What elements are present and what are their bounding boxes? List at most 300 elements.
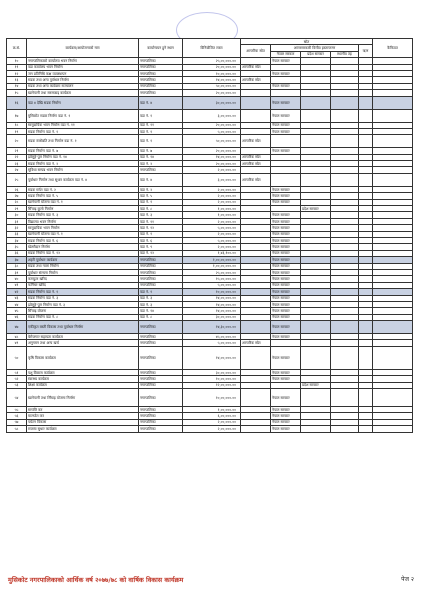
cell-location: वडा नं. २ xyxy=(139,186,183,192)
cell-program-name: सडक निर्माण वडा नं. ६ xyxy=(27,237,139,243)
cell-program-name: बेरोजगार सहायता कार्यक्रम xyxy=(27,334,139,340)
cell-location: वडा नं. १ xyxy=(139,231,183,237)
cell-federal: नेपाल सरकार xyxy=(271,212,301,218)
cell-program-name: सडक तथा अन्य पूर्वाधार निर्माण xyxy=(27,77,139,83)
cell-sn: १४ xyxy=(7,83,27,89)
cell-program-name: खानेपानी तथा सरसफाइ कार्यक्रम xyxy=(27,90,139,96)
cell-federal: नेपाल सरकार xyxy=(271,148,301,154)
cell-internal-source xyxy=(241,346,271,369)
cell-location: वडा नं. ६ xyxy=(139,237,183,243)
table-row xyxy=(7,346,413,369)
cell-federal: नेपाल सरकार xyxy=(271,263,301,269)
cell-budget: २,००,०००.०० xyxy=(183,193,241,199)
cell-internal-source xyxy=(241,321,271,334)
cell-remarks xyxy=(373,135,413,148)
cell-location: वडा नं. ४ xyxy=(139,96,183,109)
cell-internal-source xyxy=(241,96,271,109)
cell-sn: ३३ xyxy=(7,231,27,237)
cell-sn: ५७ xyxy=(7,419,27,425)
cell-location: नगरपालिका xyxy=(139,382,183,388)
col-internal-header: आन्तरिक स्रोत xyxy=(241,45,271,58)
cell-budget: १४,००,०००.०० xyxy=(183,77,241,83)
cell-federal: नेपाल सरकार xyxy=(271,250,301,256)
cell-program-name: सिँचाइ योजना xyxy=(27,308,139,314)
col-local-header: स्थानीय तह xyxy=(331,51,359,57)
cell-budget: २५,००,०००.०० xyxy=(183,58,241,64)
cell-federal: नेपाल सरकार xyxy=(271,308,301,314)
cell-province xyxy=(301,426,331,432)
cell-budget: २,००,०००.०० xyxy=(183,218,241,224)
cell-program-name: एकीकृत बस्ती विकास तथा पूर्वाधार निर्माण xyxy=(27,321,139,334)
cell-program-name: वडा कार्यालय भवन निर्माण xyxy=(27,64,139,70)
cell-sn: ४३ xyxy=(7,295,27,301)
cell-budget: २०,००,०००.०० xyxy=(183,122,241,128)
cell-province xyxy=(301,173,331,186)
fiscal-group-header: अन्तरसरकारी वित्तीय हस्तान्तरण xyxy=(271,45,359,51)
cell-location: वडा नं. १ xyxy=(139,199,183,205)
cell-internal-source: आन्तरिक स्रोत xyxy=(241,154,271,160)
cell-sn: २५ xyxy=(7,173,27,186)
cell-sn: ५४ xyxy=(7,389,27,407)
cell-internal-source: आन्तरिक स्रोत xyxy=(241,77,271,83)
cell-location: नगरपालिका xyxy=(139,58,183,64)
cell-internal-source: आन्तरिक स्रोत xyxy=(241,173,271,186)
cell-budget: १४,००,०००.०० xyxy=(183,308,241,314)
cell-local xyxy=(331,346,359,369)
cell-federal: नेपाल सरकार xyxy=(271,218,301,224)
cell-budget: २,००,०००.०० xyxy=(183,231,241,237)
cell-budget: १,००,०००.०० xyxy=(183,212,241,218)
cell-sn: ५१ xyxy=(7,369,27,375)
cell-location: नगरपालिका xyxy=(139,276,183,282)
cell-location: नगरपालिका xyxy=(139,369,183,375)
cell-loan xyxy=(359,135,373,148)
cell-sn: १२ xyxy=(7,70,27,76)
cell-program-name: सम्पत्ति कर xyxy=(27,407,139,413)
cell-local xyxy=(331,109,359,122)
cell-sn: २१ xyxy=(7,148,27,154)
cell-sn: २२ xyxy=(7,154,27,160)
cell-budget: २५,००,०००.०० xyxy=(183,269,241,275)
cell-budget: ५०,००,०००.०० xyxy=(183,135,241,148)
cell-internal-source xyxy=(241,389,271,407)
cell-program-name: पर्यटन विकास xyxy=(27,419,139,425)
cell-location: वडा नं. ९ xyxy=(139,244,183,250)
cell-location: वडा नं. ८ xyxy=(139,314,183,320)
cell-budget: ५०,००,०००.०० xyxy=(183,83,241,89)
cell-location: वडा नं. १२ xyxy=(139,225,183,231)
cell-program-name: खानेपानी योजना वडा नं. १ xyxy=(27,231,139,237)
cell-program-name: राजस्व सुधार कार्यक्रम xyxy=(27,426,139,432)
cell-sn: २६ xyxy=(7,186,27,192)
cell-program-name: जन प्रतिनिधि कक्ष व्यवस्थापन xyxy=(27,70,139,76)
cell-federal: नेपाल सरकार xyxy=(271,389,301,407)
cell-program-name: सडक निर्माण वडा नं. ३ xyxy=(27,295,139,301)
cell-remarks xyxy=(373,96,413,109)
cell-internal-source: आन्तरिक स्रोत xyxy=(241,135,271,148)
cell-budget: ३०,००,०००.०० xyxy=(183,369,241,375)
cell-loan xyxy=(359,173,373,186)
cell-sn: ४९ xyxy=(7,340,27,346)
cell-location: नगरपालिका xyxy=(139,167,183,173)
cell-budget: ६,००,०००.०० xyxy=(183,413,241,419)
budget-table-container xyxy=(6,38,412,433)
cell-federal: नेपाल सरकार xyxy=(271,109,301,122)
cell-budget: १४,३०,०००.०० xyxy=(183,321,241,334)
cell-loan xyxy=(359,346,373,369)
cell-sn: ३२ xyxy=(7,225,27,231)
cell-sn: १९ xyxy=(7,128,27,134)
col-name-header: कार्यक्रम/आयोजनाको नाम xyxy=(27,39,139,58)
cell-sn: १६ xyxy=(7,96,27,109)
cell-local xyxy=(331,135,359,148)
cell-program-name: सडक निर्माण वडा नं. ५ xyxy=(27,193,139,199)
cell-program-name: सडक निर्माण वडा नं. १ xyxy=(27,289,139,295)
cell-program-name: मालपोत कर xyxy=(27,413,139,419)
cell-location: वडा नं. १४ xyxy=(139,308,183,314)
cell-location: वडा नं. १ xyxy=(139,109,183,122)
cell-province xyxy=(301,96,331,109)
cell-province: प्रदेश सरकार xyxy=(301,382,331,388)
cell-federal: नेपाल सरकार xyxy=(271,269,301,275)
cell-location: वडा नं. ११ xyxy=(139,122,183,128)
cell-loan xyxy=(359,389,373,407)
cell-program-name: पशु विकास कार्यक्रम xyxy=(27,369,139,375)
cell-program-name: सडक निर्माण वडा नं. १ xyxy=(27,128,139,134)
cell-program-name: विद्यालय भवन निर्माण xyxy=(27,218,139,224)
cell-location: वडा नं. २ xyxy=(139,161,183,167)
cell-federal: नेपाल सरकार xyxy=(271,295,301,301)
cell-program-name: खानेपानी योजना वडा नं. १ xyxy=(27,199,139,205)
page-number: पेज २ xyxy=(401,576,414,583)
cell-budget: २,००,०००.०० xyxy=(183,167,241,173)
cell-federal: नेपाल सरकार xyxy=(271,369,301,375)
cell-budget: १४,००,०००.०० xyxy=(183,301,241,307)
cell-budget: ३,००,०००.०० xyxy=(183,109,241,122)
cell-sn: ४१ xyxy=(7,282,27,288)
cell-budget: १२,००,०००.०० xyxy=(183,382,241,388)
cell-sn: ४० xyxy=(7,276,27,282)
cell-sn: ११ xyxy=(7,64,27,70)
cell-program-name: सिँचाइ कुलो निर्माण xyxy=(27,206,139,212)
cell-province xyxy=(301,346,331,369)
budget-table xyxy=(6,38,413,433)
cell-location: नगरपालिका xyxy=(139,90,183,96)
cell-local xyxy=(331,426,359,432)
cell-budget: १,००,००,०००.०० xyxy=(183,263,241,269)
cell-budget: १,४३,१००.०० xyxy=(183,250,241,256)
cell-remarks xyxy=(373,173,413,186)
cell-budget: १५,००,०००.०० xyxy=(183,276,241,282)
cell-program-name: सडक तथा नाला निर्माण xyxy=(27,263,139,269)
cell-federal: नेपाल सरकार xyxy=(271,83,301,89)
cell-federal: नेपाल सरकार xyxy=(271,376,301,382)
cell-sn: २४ xyxy=(7,167,27,173)
table-row xyxy=(7,96,413,109)
cell-program-name: झोलुङ्गे पुल निर्माण वडा नं. १४ xyxy=(27,154,139,160)
cell-budget: ३,००,०००.०० xyxy=(183,173,241,186)
cell-federal: नेपाल सरकार xyxy=(271,346,301,369)
cell-program-name: पूर्वाधार निर्माण तथा सुधार कार्यक्रम वडा नं. ४ xyxy=(27,173,139,186)
cell-sn: ४५ xyxy=(7,308,27,314)
cell-budget: ५,००,०००.०० xyxy=(183,225,241,231)
cell-budget: २०,००,०००.०० xyxy=(183,161,241,167)
table-body xyxy=(7,58,413,432)
cell-province xyxy=(301,109,331,122)
cell-federal: नेपाल सरकार xyxy=(271,193,301,199)
cell-budget: २,००,०००.०० xyxy=(183,426,241,432)
cell-location: नगरपालिका xyxy=(139,419,183,425)
cell-program-name: खानेपानी तथा सिँचाइ योजना निर्माण xyxy=(27,389,139,407)
cell-federal: नेपाल सरकार xyxy=(271,276,301,282)
col-remarks-header: कैफियत xyxy=(373,39,413,58)
cell-budget: १,००,००,०००.०० xyxy=(183,257,241,263)
cell-budget: २,००,०००.०० xyxy=(183,199,241,205)
cell-budget: १४,००,०००.०० xyxy=(183,346,241,369)
source-group-header: स्रोत xyxy=(241,39,373,45)
cell-federal: नेपाल सरकार xyxy=(271,321,301,334)
cell-location: नगरपालिका xyxy=(139,413,183,419)
cell-sn: ४८ xyxy=(7,334,27,340)
cell-program-name: खेलमैदान निर्माण xyxy=(27,244,139,250)
cell-federal: नेपाल सरकार xyxy=(271,128,301,134)
cell-location: वडा नं. ४ xyxy=(139,173,183,186)
cell-local xyxy=(331,389,359,407)
col-budget-header: विनियोजित रकम xyxy=(183,39,241,58)
cell-local xyxy=(331,173,359,186)
cell-location: नगरपालिका xyxy=(139,321,183,334)
cell-federal: नेपाल सरकार xyxy=(271,334,301,340)
cell-sn: ४७ xyxy=(7,321,27,334)
cell-location: नगरपालिका xyxy=(139,346,183,369)
cell-program-name: सामुदायिक भवन निर्माण वडा नं. ११ xyxy=(27,122,139,128)
document-footer-title: मुसिकोट नगरपालिकाको आर्थिक वर्ष २०७७/७८ को वार्षिक विकास कार्यक्रम xyxy=(8,576,184,584)
cell-federal: नेपाल सरकार xyxy=(271,282,301,288)
cell-location: नगरपालिका xyxy=(139,340,183,346)
cell-sn: १८ xyxy=(7,122,27,128)
cell-sn: १० xyxy=(7,58,27,64)
cell-location: नगरपालिका xyxy=(139,407,183,413)
cell-federal: नेपाल सरकार xyxy=(271,237,301,243)
cell-location: नगरपालिका xyxy=(139,376,183,382)
cell-sn: ५३ xyxy=(7,382,27,388)
table-row xyxy=(7,389,413,407)
cell-location: वडा नं. १४ xyxy=(139,154,183,160)
cell-program-name: शिक्षा कार्यक्रम xyxy=(27,382,139,388)
cell-remarks xyxy=(373,389,413,407)
cell-program-name: सामुदायिक भवन निर्माण xyxy=(27,225,139,231)
cell-sn: ३९ xyxy=(7,269,27,275)
table-row xyxy=(7,135,413,148)
cell-location: नगरपालिका xyxy=(139,389,183,407)
cell-federal: नेपाल सरकार xyxy=(271,58,301,64)
cell-location: नगरपालिका xyxy=(139,83,183,89)
cell-program-name: वडा ४ देखि सडक निर्माण xyxy=(27,96,139,109)
cell-program-name: कृषि विकास कार्यक्रम xyxy=(27,346,139,369)
cell-sn: ३८ xyxy=(7,263,27,269)
cell-sn: ३६ xyxy=(7,250,27,256)
cell-location: नगरपालिका xyxy=(139,263,183,269)
cell-sn: १७ xyxy=(7,109,27,122)
cell-loan xyxy=(359,426,373,432)
cell-federal xyxy=(271,135,301,148)
cell-province xyxy=(301,389,331,407)
cell-sn: ४६ xyxy=(7,314,27,320)
cell-sn: २९ xyxy=(7,206,27,212)
cell-sn: ४४ xyxy=(7,301,27,307)
cell-remarks xyxy=(373,321,413,334)
col-loan-header: ऋण xyxy=(359,45,373,58)
cell-program-name: फर्निचर खरिद xyxy=(27,282,139,288)
cell-budget: २०,००,०००.०० xyxy=(183,90,241,96)
cell-location: वडा नं. ३ xyxy=(139,212,183,218)
cell-program-name: स्वास्थ्य कार्यक्रम xyxy=(27,376,139,382)
table-row xyxy=(7,426,413,432)
cell-program-name: सडक निर्माण वडा नं. २ xyxy=(27,161,139,167)
cell-location: नगरपालिका xyxy=(139,257,183,263)
cell-sn: ३४ xyxy=(7,237,27,243)
cell-location: नगरपालिका xyxy=(139,282,183,288)
cell-budget: १,००,०००.०० xyxy=(183,407,241,413)
cell-sn: १३ xyxy=(7,77,27,83)
cell-location: वडा नं. ८ xyxy=(139,206,183,212)
cell-loan xyxy=(359,321,373,334)
cell-location: वडा नं. १२ xyxy=(139,250,183,256)
table-row xyxy=(7,109,413,122)
cell-federal: नेपाल सरकार xyxy=(271,289,301,295)
cell-budget: २,००,०००.०० xyxy=(183,186,241,192)
cell-budget: १०,००,०००.०० xyxy=(183,289,241,295)
cell-location: नगरपालिका xyxy=(139,70,183,76)
cell-location: वडा नं. ७ xyxy=(139,148,183,154)
cell-sn: १५ xyxy=(7,90,27,96)
cell-remarks xyxy=(373,346,413,369)
cell-budget: ५,००,०००.०० xyxy=(183,237,241,243)
table-row xyxy=(7,173,413,186)
cell-budget: ३०,००,०००.०० xyxy=(183,314,241,320)
cell-federal: नेपाल सरकार xyxy=(271,96,301,109)
cell-location: वडा नं. १ xyxy=(139,289,183,295)
cell-sn: ४२ xyxy=(7,289,27,295)
cell-sn: २३ xyxy=(7,161,27,167)
cell-budget: ५,००,०००.०० xyxy=(183,340,241,346)
cell-program-name: झोलुङ्गे पुल निर्माण वडा नं. ३ xyxy=(27,301,139,307)
cell-federal: नेपाल सरकार xyxy=(271,407,301,413)
cell-federal: नेपाल सरकार xyxy=(271,301,301,307)
cell-budget: ४५,००,०००.०० xyxy=(183,334,241,340)
cell-budget: ३०,००,०००.०० xyxy=(183,96,241,109)
cell-local xyxy=(331,321,359,334)
cell-federal: नेपाल सरकार xyxy=(271,186,301,192)
cell-loan xyxy=(359,109,373,122)
cell-program-name: कम्प्युटर खरिद xyxy=(27,276,139,282)
cell-province: प्रदेश सरकार xyxy=(301,206,331,212)
cell-federal: नेपाल सरकार xyxy=(271,225,301,231)
cell-program-name: मुसिकोट सडक निर्माण वडा नं. १ xyxy=(27,109,139,122)
col-sn-header: क्र.सं. xyxy=(7,39,27,58)
cell-program-name: पूर्वाधार संरचना निर्माण xyxy=(27,269,139,275)
col-province-header: प्रदेश सरकार xyxy=(301,51,331,57)
cell-internal-source: आन्तरिक स्रोत xyxy=(241,340,271,346)
cell-sn: ३७ xyxy=(7,257,27,263)
cell-sn: २८ xyxy=(7,199,27,205)
cell-program-name: सुविधा सम्पन्न भवन निर्माण xyxy=(27,167,139,173)
cell-province xyxy=(301,135,331,148)
table-row xyxy=(7,321,413,334)
cell-location: नगरपालिका xyxy=(139,334,183,340)
cell-sn: २० xyxy=(7,135,27,148)
cell-federal: नेपाल सरकार xyxy=(271,231,301,237)
cell-budget: १०,००,०००.०० xyxy=(183,376,241,382)
cell-program-name: सडक निर्माण वडा नं. १२ xyxy=(27,250,139,256)
cell-location: वडा नं. ११ xyxy=(139,218,183,224)
cell-budget: १४,००,०००.०० xyxy=(183,295,241,301)
table-header xyxy=(7,39,413,58)
cell-budget: १४,००,०००.०० xyxy=(183,154,241,160)
cell-federal: नेपाल सरकार xyxy=(271,199,301,205)
cell-federal xyxy=(271,173,301,186)
cell-location: वडा नं. ३ xyxy=(139,301,183,307)
cell-sn: ५० xyxy=(7,346,27,369)
cell-sn: ५६ xyxy=(7,413,27,419)
cell-location: नगरपालिका xyxy=(139,77,183,83)
cell-internal-source: आन्तरिक स्रोत xyxy=(241,161,271,167)
col-location-header: कार्यान्वयन हुने स्थान xyxy=(139,39,183,58)
cell-internal-source xyxy=(241,109,271,122)
cell-province xyxy=(301,321,331,334)
cell-budget: १०,००,०००.०० xyxy=(183,70,241,76)
cell-loan xyxy=(359,96,373,109)
cell-program-name: सडक स्तरोन्नति तथा निर्माण वडा नं. १ xyxy=(27,135,139,148)
cell-sn: ३१ xyxy=(7,218,27,224)
cell-location: वडा नं. १ xyxy=(139,128,183,134)
cell-program-name: सडक मर्मत वडा नं. २ xyxy=(27,186,139,192)
cell-budget: २०,००,०००.०० xyxy=(183,148,241,154)
cell-location: नगरपालिका xyxy=(139,426,183,432)
cell-federal: नेपाल सरकार xyxy=(271,70,301,76)
cell-location: वडा नं. ५ xyxy=(139,193,183,199)
cell-sn: ३० xyxy=(7,212,27,218)
cell-budget: १०,००,०००.०० xyxy=(183,389,241,407)
cell-program-name: अनुगमन तथा अन्य खर्च xyxy=(27,340,139,346)
cell-program-name: सडक निर्माण वडा नं. ३ xyxy=(27,212,139,218)
cell-internal-source xyxy=(241,426,271,432)
cell-federal: नेपाल सरकार xyxy=(271,257,301,263)
cell-budget: २,००,०००.०० xyxy=(183,419,241,425)
cell-sn: ५२ xyxy=(7,376,27,382)
cell-location: नगरपालिका xyxy=(139,64,183,70)
cell-program-name: सडक निर्माण वडा नं. ८ xyxy=(27,314,139,320)
cell-budget: २०,००,०००.०० xyxy=(183,64,241,70)
cell-program-name: सडक निर्माण वडा नं. ७ xyxy=(27,148,139,154)
cell-remarks xyxy=(373,426,413,432)
cell-sn: ५५ xyxy=(7,407,27,413)
cell-budget: ५,००,०००.०० xyxy=(183,128,241,134)
cell-program-name: सडक तथा अन्य कार्यक्रम सञ्चालन xyxy=(27,83,139,89)
cell-federal: नेपाल सरकार xyxy=(271,413,301,419)
cell-federal: नेपाल सरकार xyxy=(271,122,301,128)
cell-program-name: शहरी पूर्वाधार कार्यक्रम xyxy=(27,257,139,263)
cell-location: वडा नं. ३ xyxy=(139,295,183,301)
cell-budget: ५,००,०००.०० xyxy=(183,282,241,288)
cell-federal: नेपाल सरकार xyxy=(271,244,301,250)
cell-location: वडा नं. १ xyxy=(139,135,183,148)
cell-budget: १,००,०००.०० xyxy=(183,206,241,212)
cell-federal: नेपाल सरकार xyxy=(271,419,301,425)
cell-federal: नेपाल सरकार xyxy=(271,426,301,432)
cell-remarks xyxy=(373,109,413,122)
cell-sn: ३५ xyxy=(7,244,27,250)
